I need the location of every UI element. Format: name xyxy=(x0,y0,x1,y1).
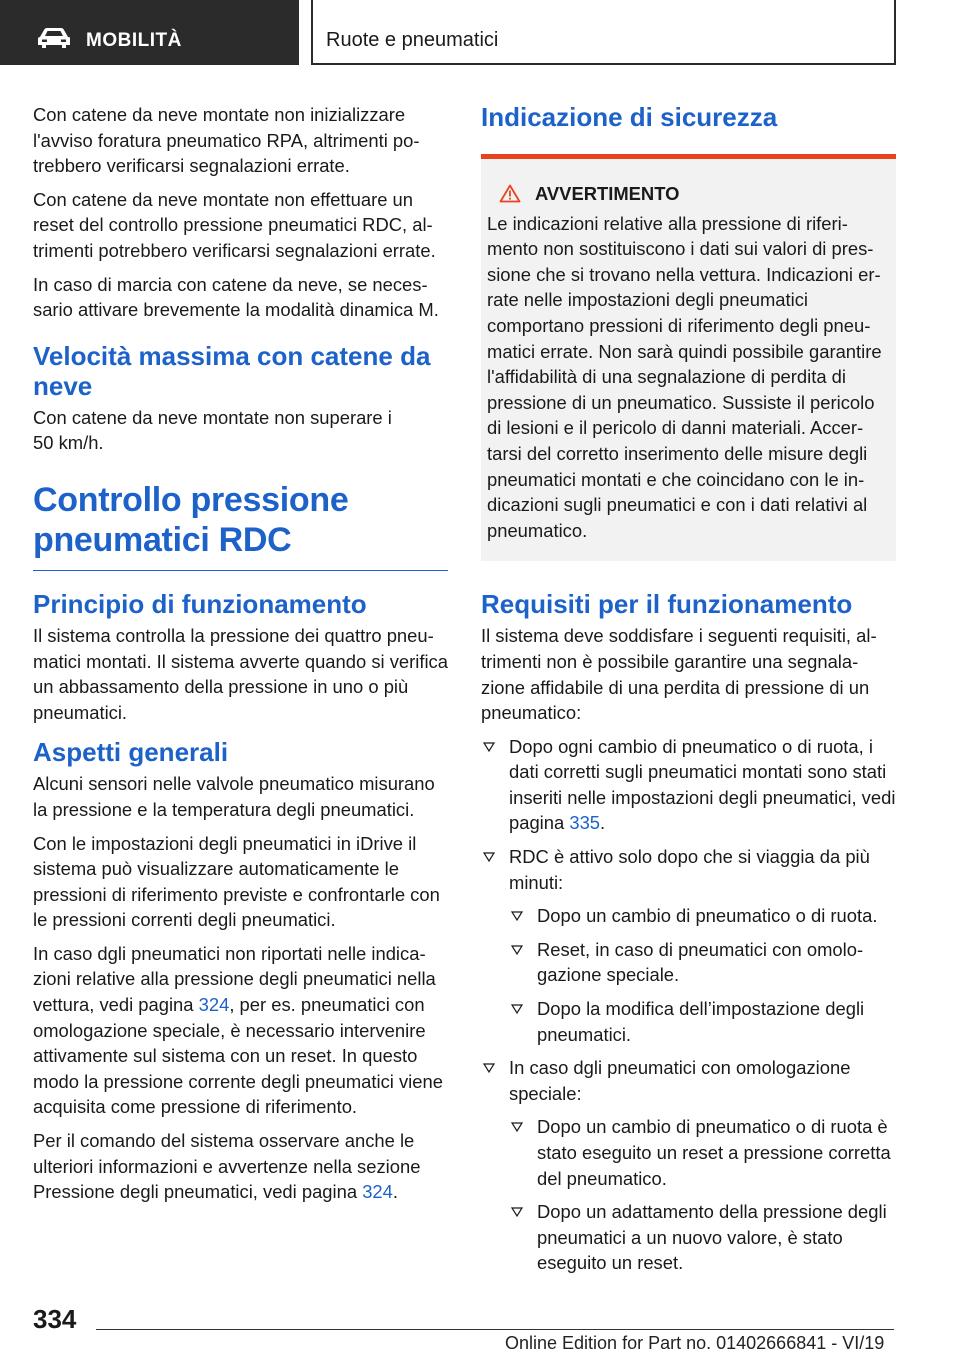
paragraph: Con catene da neve montate non effettuare un reset del controllo pressione pneumatici RDC, altrimenti potrebbero verificarsi segnalazioni errate. xyxy=(33,188,436,261)
warning-triangle-icon xyxy=(499,184,521,203)
heading-velocita: Velocità massima con catene da neve xyxy=(33,340,431,401)
warning-text: Le indicazioni relative alla pressione di riferimento non sostituiscono i dati sui valori di pressione che si trovano nella vettura. Indicazioni errate nelle impostazioni degli pneumatici comportano pressioni di riferimento degli pneumatici errate. Non sarà quindi possibile garantire l'affidabilità di una segnalazione di perdita di pressione di un pneumatico. Sussiste il pericolo di lesioni e il pericolo di danni materiali. Accertarsi del corretto inserimento delle misure degli pneumatici montati e che coincidano con le indicazioni sugli pneumatici e con i dati relativi al pneumatico. xyxy=(487,212,882,541)
warning-header xyxy=(487,181,889,207)
sub-list xyxy=(509,1114,896,1276)
text: In caso dgli pneumatici non riportati nelle indicazioni relative alla pressione degli pneumatici nella vettura, vedi pagina xyxy=(33,942,436,1016)
edition-note: Online Edition for Part no. 01402666841 - VI/19 xyxy=(505,1333,885,1353)
text: Reset, in caso di pneumatici con omologazione speciale. xyxy=(537,938,864,986)
text: Per il comando del sistema osservare anche le ulteriori informazioni e avvertenze nella sezione Pressione degli pneumatici, vedi pagina xyxy=(33,1130,421,1203)
text: RDC è attivo solo dopo che si viaggia da più minuti: xyxy=(509,846,870,893)
triangle-bullet-icon xyxy=(483,1062,495,1074)
car-icon xyxy=(37,27,71,49)
text: Dopo ogni cambio di pneumatico o di ruota, i dati corretti sugli pneumatici montati sono stati inseriti nelle impostazioni degli pneumatici, vedi pagina xyxy=(509,735,896,834)
section-title: MOBILITÀ xyxy=(86,30,182,51)
text: Con catene da neve montate non superare i xyxy=(33,406,392,428)
list-item xyxy=(509,996,896,1047)
page-number: 334 xyxy=(33,1304,77,1334)
paragraph: Il sistema controlla la pressione dei quattro pneumatici montati. Il sistema avverte quando si verifica un abbassamento della pressione in uno o più pneumatici. xyxy=(33,624,448,723)
heading-requisiti: Requisiti per il funzionamento xyxy=(481,589,853,620)
paragraph: Alcuni sensori nelle valvole pneumatico misurano la pressione e la temperatura degli pneumatici. xyxy=(33,773,435,820)
heading-rule xyxy=(33,570,448,571)
list-item xyxy=(509,937,896,988)
list-item xyxy=(481,1055,896,1276)
list-item xyxy=(481,734,896,836)
text: Dopo un cambio di pneumatico o di ruota. xyxy=(537,905,878,927)
chapter-tab xyxy=(311,0,896,65)
text: Dopo la modifica dell’impostazione degli pneumatici. xyxy=(537,998,865,1045)
requirements-list xyxy=(481,734,896,1276)
warning-box xyxy=(481,154,896,561)
list-item xyxy=(509,903,896,929)
paragraph: In caso di marcia con catene da neve, se necessario attivare brevemente la modalità dinamica M. xyxy=(33,273,439,321)
text: , per es. pneumatici con omologazione speciale, è necessario intervenire attivamente sul sistema con un reset. In questo modo la pressione corrente degli pneumatici viene acquisita come pressione di riferimento. xyxy=(33,994,443,1118)
heading-sicurezza: Indicazione di sicurezza xyxy=(481,102,778,132)
list-item xyxy=(509,1199,896,1276)
heading-principio: Principio di funzionamento xyxy=(33,588,367,619)
sub-list xyxy=(509,903,896,1047)
paragraph xyxy=(33,1128,448,1205)
text: . xyxy=(600,812,606,834)
text: Dopo un adattamento della pressione degli pneumatici a un nuovo valore, è stato eseguito un reset. xyxy=(537,1201,887,1274)
right-column xyxy=(481,102,896,1284)
page-link[interactable]: 324 xyxy=(198,994,230,1016)
heading-aspetti: Aspetti generali xyxy=(33,737,229,768)
text: Dopo un cambio di pneumatico o di ruota è stato eseguito un reset a pressione corretta del pneumatico. xyxy=(537,1116,891,1189)
triangle-bullet-icon xyxy=(483,741,495,753)
heading-main: Controllo pressione pneumatici RDC xyxy=(33,480,349,559)
list-item xyxy=(481,844,896,1047)
section-tab xyxy=(0,0,299,65)
paragraph: Con catene da neve montate non inizializzare l'avviso foratura pneumatico RPA, altrimenti potrebbero verificarsi segnalazioni errate. xyxy=(33,104,420,177)
warning-title: AVVERTIMENTO xyxy=(535,183,680,204)
text: . xyxy=(392,1181,399,1203)
paragraph: Il sistema deve soddisfare i seguenti requisiti, altrimenti non è possibile garantire una segnalazione affidabile di una perdita di pressione di un pneumatico: xyxy=(481,625,877,724)
left-column xyxy=(33,102,448,1213)
triangle-bullet-icon xyxy=(511,944,523,956)
triangle-bullet-icon xyxy=(511,1003,523,1015)
text: In caso dgli pneumatici con omologazione speciale: xyxy=(509,1057,851,1104)
triangle-bullet-icon xyxy=(511,1121,523,1133)
paragraph xyxy=(33,941,448,1120)
text: 50 km/h. xyxy=(33,432,104,454)
paragraph xyxy=(33,405,448,456)
footer-divider xyxy=(96,1329,894,1330)
page-link[interactable]: 324 xyxy=(362,1181,393,1203)
triangle-bullet-icon xyxy=(511,1206,523,1218)
page-link[interactable]: 335 xyxy=(569,812,601,834)
chapter-title: Ruote e pneumatici xyxy=(326,29,499,51)
list-item xyxy=(509,1114,896,1191)
triangle-bullet-icon xyxy=(483,851,495,863)
paragraph: Con le impostazioni degli pneumatici in iDrive il sistema può visualizzare automaticamente le pressioni di riferimento previste e confrontarle con le pressioni correnti degli pneumatici. xyxy=(33,832,440,931)
triangle-bullet-icon xyxy=(511,910,523,922)
